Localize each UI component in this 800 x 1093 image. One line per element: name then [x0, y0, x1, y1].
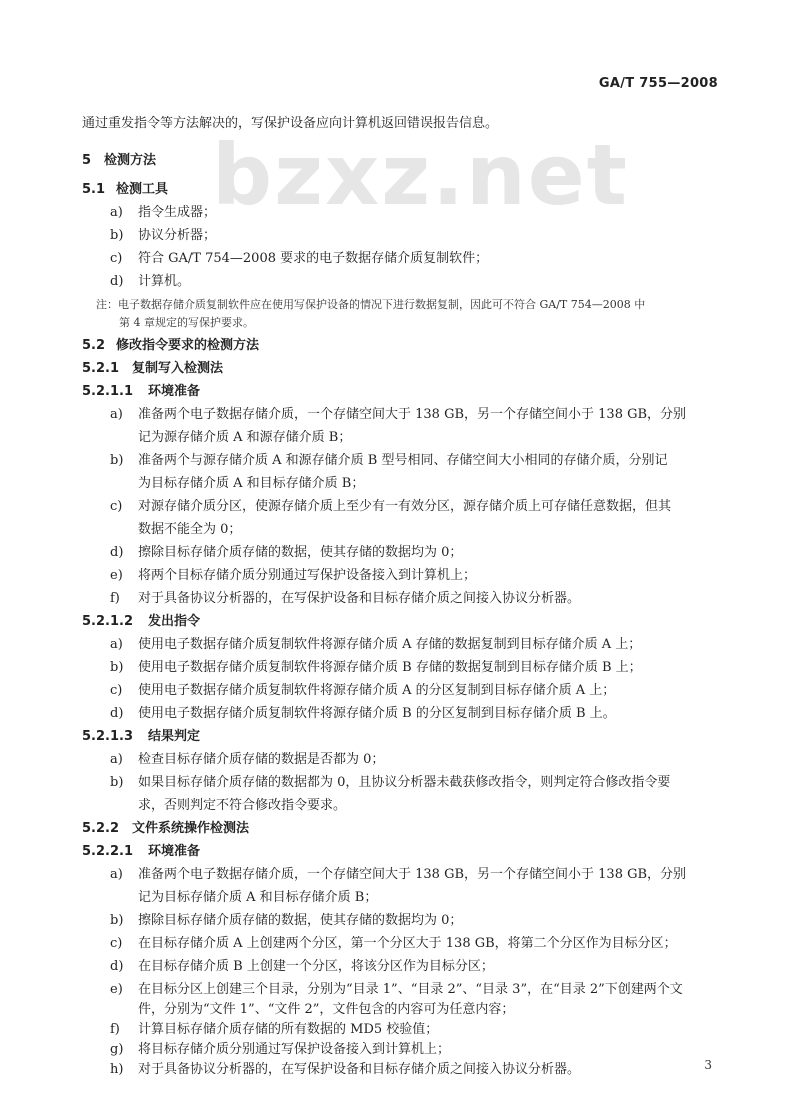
- list-item: c) 符合 GA/T 754—2008 要求的电子数据存储介质复制软件；: [110, 251, 489, 266]
- list-item: h) 对于具备协议分析器的，在写保护设备和目标存储介质之间接入协议分析器。: [110, 1062, 581, 1077]
- list-item: b) 擦除目标存储介质存储的数据，使其存储的数据均为 0；: [110, 913, 463, 928]
- section-5-1-heading: [82, 180, 168, 200]
- list-item: d) 使用电子数据存储介质复制软件将源存储介质 B 的分区复制到目标存储介质 B 上。: [110, 706, 616, 721]
- list-item: c) 在目标存储介质 A 上创建两个分区，第一个分区大于 138 GB，将第二个分区作为目标分区；: [110, 936, 677, 951]
- list-item-continuation: 为目标存储介质 A 和目标存储介质 B；: [138, 476, 365, 491]
- note-line: 注：电子数据存储介质复制软件应在使用写保护设备的情况下进行数据复制，因此可不符合 GA/T 754—2008 中: [96, 298, 646, 311]
- list-item: a) 使用电子数据存储介质复制软件将源存储介质 A 存储的数据复制到目标存储介质 A 上；: [110, 637, 642, 652]
- section-5-2-heading: 5.2 修改指令要求的检测方法: [82, 338, 260, 353]
- list-item: c) 使用电子数据存储介质复制软件将源存储介质 A 的分区复制到目标存储介质 A 上；: [110, 683, 616, 698]
- list-item: b) 协议分析器；: [110, 228, 217, 243]
- section-5-2-2-heading: 5.2.2 文件系统操作检测法: [82, 821, 250, 836]
- list-item-continuation: 记为目标存储介质 A 和目标存储介质 B；: [138, 890, 378, 905]
- list-item: b) 使用电子数据存储介质复制软件将源存储介质 B 存储的数据复制到目标存储介质 B 上；: [110, 660, 642, 675]
- list-item-continuation: 记为源存储介质 A 和源存储介质 B；: [138, 430, 352, 445]
- section-5-2-1-2-heading: 5.2.1.2 发出指令: [82, 614, 201, 629]
- list-item: e) 在目标分区上创建三个目录，分别为“目录 1”、“目录 2”、“目录 3”，在“目录 2”下创建两个文: [110, 982, 683, 997]
- page-number: 3: [704, 1058, 712, 1072]
- list-item-continuation: 求，否则判定不符合修改指令要求。: [138, 798, 347, 813]
- note-line: 第 4 章规定的写保护要求。: [119, 316, 254, 329]
- list-item: b) 准备两个与源存储介质 A 和源存储介质 B 型号相同、存储空间大小相同的存储介质，分别记: [110, 453, 668, 468]
- section-number: 5: [82, 153, 92, 168]
- section-5-heading: [82, 151, 156, 171]
- list-item: d) 在目标存储介质 B 上创建一个分区，将该分区作为目标分区；: [110, 959, 494, 974]
- intro-paragraph: 通过重发指令等方法解决的，写保护设备应向计算机返回错误报告信息。: [82, 116, 499, 131]
- list-item-continuation: 数据不能全为 0；: [138, 522, 242, 537]
- section-5-2-2-1-heading: 5.2.2.1 环境准备: [82, 844, 201, 859]
- section-number: 5.1: [82, 182, 106, 197]
- list-item: f) 计算目标存储介质存储的所有数据的 MD5 校验值；: [110, 1022, 439, 1037]
- list-item: a) 检查目标存储介质存储的数据是否都为 0；: [110, 752, 385, 767]
- list-item: e) 将两个目标存储介质分别通过写保护设备接入到计算机上；: [110, 568, 477, 583]
- list-item: g) 将目标存储介质分别通过写保护设备接入到计算机上；: [110, 1042, 451, 1057]
- list-item: f) 对于具备协议分析器的，在写保护设备和目标存储介质之间接入协议分析器。: [110, 591, 581, 606]
- list-item: a) 准备两个电子数据存储介质，一个存储空间大于 138 GB，另一个存储空间小于 138 GB，分别: [110, 867, 687, 882]
- section-title: 检测工具: [116, 182, 169, 197]
- list-item-continuation: 件，分别为“文件 1”、“文件 2”，文件包含的内容可为任意内容；: [138, 1002, 515, 1017]
- section-title: 检测方法: [104, 153, 157, 168]
- list-item: d) 计算机。: [110, 274, 191, 289]
- section-5-2-1-1-heading: 5.2.1.1 环境准备: [82, 384, 201, 399]
- watermark: bzxz.net: [212, 126, 629, 224]
- section-5-2-1-3-heading: 5.2.1.3 结果判定: [82, 729, 201, 744]
- list-item: c) 对源存储介质分区，使源存储介质上至少有一有效分区，源存储介质上可存储任意数据，但其: [110, 499, 672, 514]
- standard-code: GA/T 755—2008: [598, 76, 718, 91]
- list-item: b) 如果目标存储介质存储的数据都为 0，且协议分析器未截获修改指令，则判定符合修改指令要: [110, 775, 671, 790]
- list-item: d) 擦除目标存储介质存储的数据，使其存储的数据均为 0；: [110, 545, 463, 560]
- list-item: a) 指令生成器；: [110, 205, 217, 220]
- list-item: a) 准备两个电子数据存储介质，一个存储空间大于 138 GB，另一个存储空间小于 138 GB，分别: [110, 407, 687, 422]
- section-5-2-1-heading: 5.2.1 复制写入检测法: [82, 361, 224, 376]
